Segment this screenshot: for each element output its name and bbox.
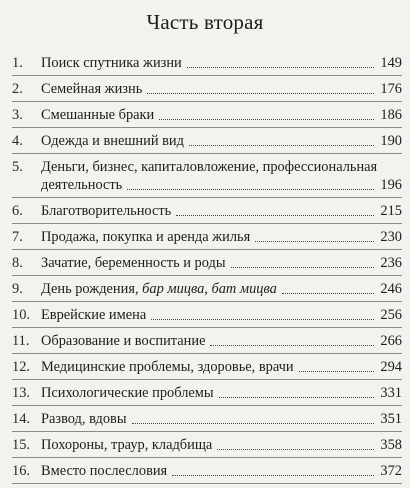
entry-number: 7. (12, 229, 23, 245)
entry-number: 5. (12, 159, 23, 175)
entry-number: 14. (12, 411, 30, 427)
entry-number: 12. (12, 359, 30, 375)
dot-leader (127, 189, 374, 190)
toc-entry-5 (12, 158, 402, 194)
toc-entry-3 (12, 106, 402, 124)
entry-title: Смешанные браки (41, 107, 155, 123)
entry-number: 10. (12, 307, 30, 323)
entry-number: 3. (12, 107, 23, 123)
entry-page: 149 (380, 55, 402, 71)
entry-page: 196 (380, 177, 402, 193)
divider (12, 405, 402, 406)
dot-leader (231, 267, 375, 268)
entry-page: 351 (380, 411, 402, 427)
section-heading: Часть вторая (146, 10, 264, 34)
entry-page: 331 (380, 385, 402, 401)
toc-entry-13 (12, 384, 402, 402)
divider (12, 327, 402, 328)
entry-number: 4. (12, 133, 23, 149)
dot-leader (219, 397, 374, 398)
divider (12, 127, 402, 128)
toc-entry-1 (12, 54, 402, 72)
divider (12, 431, 402, 432)
dot-leader (282, 293, 374, 294)
entry-page: 190 (380, 133, 402, 149)
toc-entry-6 (12, 202, 402, 220)
entry-number: 1. (12, 55, 23, 71)
entry-number: 8. (12, 255, 23, 271)
toc-entry-15 (12, 436, 402, 454)
divider (12, 223, 402, 224)
entry-title: Еврейские имена (41, 307, 147, 323)
entry-title: Вместо послесловия (41, 463, 168, 479)
entry-title: Медицинские проблемы, здоровье, врачи (41, 359, 294, 375)
entry-title: Развод, вдовы (41, 411, 127, 427)
divider (12, 301, 402, 302)
dot-leader (189, 145, 374, 146)
divider (12, 379, 402, 380)
toc-entry-7 (12, 228, 402, 246)
divider (12, 249, 402, 250)
entry-page: 266 (380, 333, 402, 349)
toc-entry-9 (12, 280, 402, 298)
entry-number: 13. (12, 385, 30, 401)
entry-number: 2. (12, 81, 23, 97)
entry-page: 215 (380, 203, 402, 219)
divider (12, 353, 402, 354)
dot-leader (299, 371, 374, 372)
toc-entry-11 (12, 332, 402, 350)
entry-title (41, 280, 277, 298)
entry-number: 16. (12, 463, 30, 479)
entry-number: 15. (12, 437, 30, 453)
entry-title: Благотворительность (41, 203, 172, 219)
dot-leader (159, 119, 374, 120)
entry-page: 246 (380, 281, 402, 297)
divider (12, 275, 402, 276)
entry-title: Похороны, траур, кладбища (41, 437, 213, 453)
toc-entry-16 (12, 462, 402, 480)
divider (12, 75, 402, 76)
entry-title: Одежда и внешний вид (41, 133, 184, 149)
entry-page: 358 (380, 437, 402, 453)
toc-entry-14 (12, 410, 402, 428)
entry-title: Продажа, покупка и аренда жилья (41, 229, 251, 245)
toc-entry-8 (12, 254, 402, 272)
divider (12, 483, 402, 484)
entry-title: Семейная жизнь (41, 81, 143, 97)
dot-leader (217, 449, 374, 450)
divider (12, 101, 402, 102)
entry-page: 256 (380, 307, 402, 323)
divider (12, 457, 402, 458)
entry-title-continued: деятельность (41, 177, 123, 193)
entry-page: 236 (380, 255, 402, 271)
dot-leader (147, 93, 374, 94)
entry-title-italic: бар мицва, бат мицва (142, 281, 277, 297)
entry-number: 11. (12, 333, 30, 349)
entry-number: 9. (12, 281, 23, 297)
entry-title: Поиск спутника жизни (41, 55, 182, 71)
entry-title-text: День рождения, (41, 281, 143, 297)
toc-entry-2 (12, 80, 402, 98)
entry-title: Зачатие, беременность и роды (41, 255, 226, 271)
entry-title: Образование и воспитание (41, 333, 206, 349)
dot-leader (132, 423, 375, 424)
entry-page: 230 (380, 229, 402, 245)
divider (12, 197, 402, 198)
entry-page: 176 (380, 81, 402, 97)
dot-leader (151, 319, 374, 320)
divider (12, 153, 402, 154)
entry-number: 6. (12, 203, 23, 219)
entry-page: 372 (380, 463, 402, 479)
dot-leader (187, 67, 374, 68)
entry-page: 186 (380, 107, 402, 123)
entry-title: Психологические проблемы (41, 385, 214, 401)
dot-leader (255, 241, 374, 242)
toc-entry-12 (12, 358, 402, 376)
entry-page: 294 (380, 359, 402, 375)
dot-leader (210, 345, 374, 346)
toc-entry-4 (12, 132, 402, 150)
toc-entry-10 (12, 306, 402, 324)
entry-title: Деньги, бизнес, капиталовложение, профессиональная (41, 159, 378, 175)
dot-leader (172, 475, 374, 476)
table-of-contents (12, 54, 402, 488)
dot-leader (176, 215, 374, 216)
